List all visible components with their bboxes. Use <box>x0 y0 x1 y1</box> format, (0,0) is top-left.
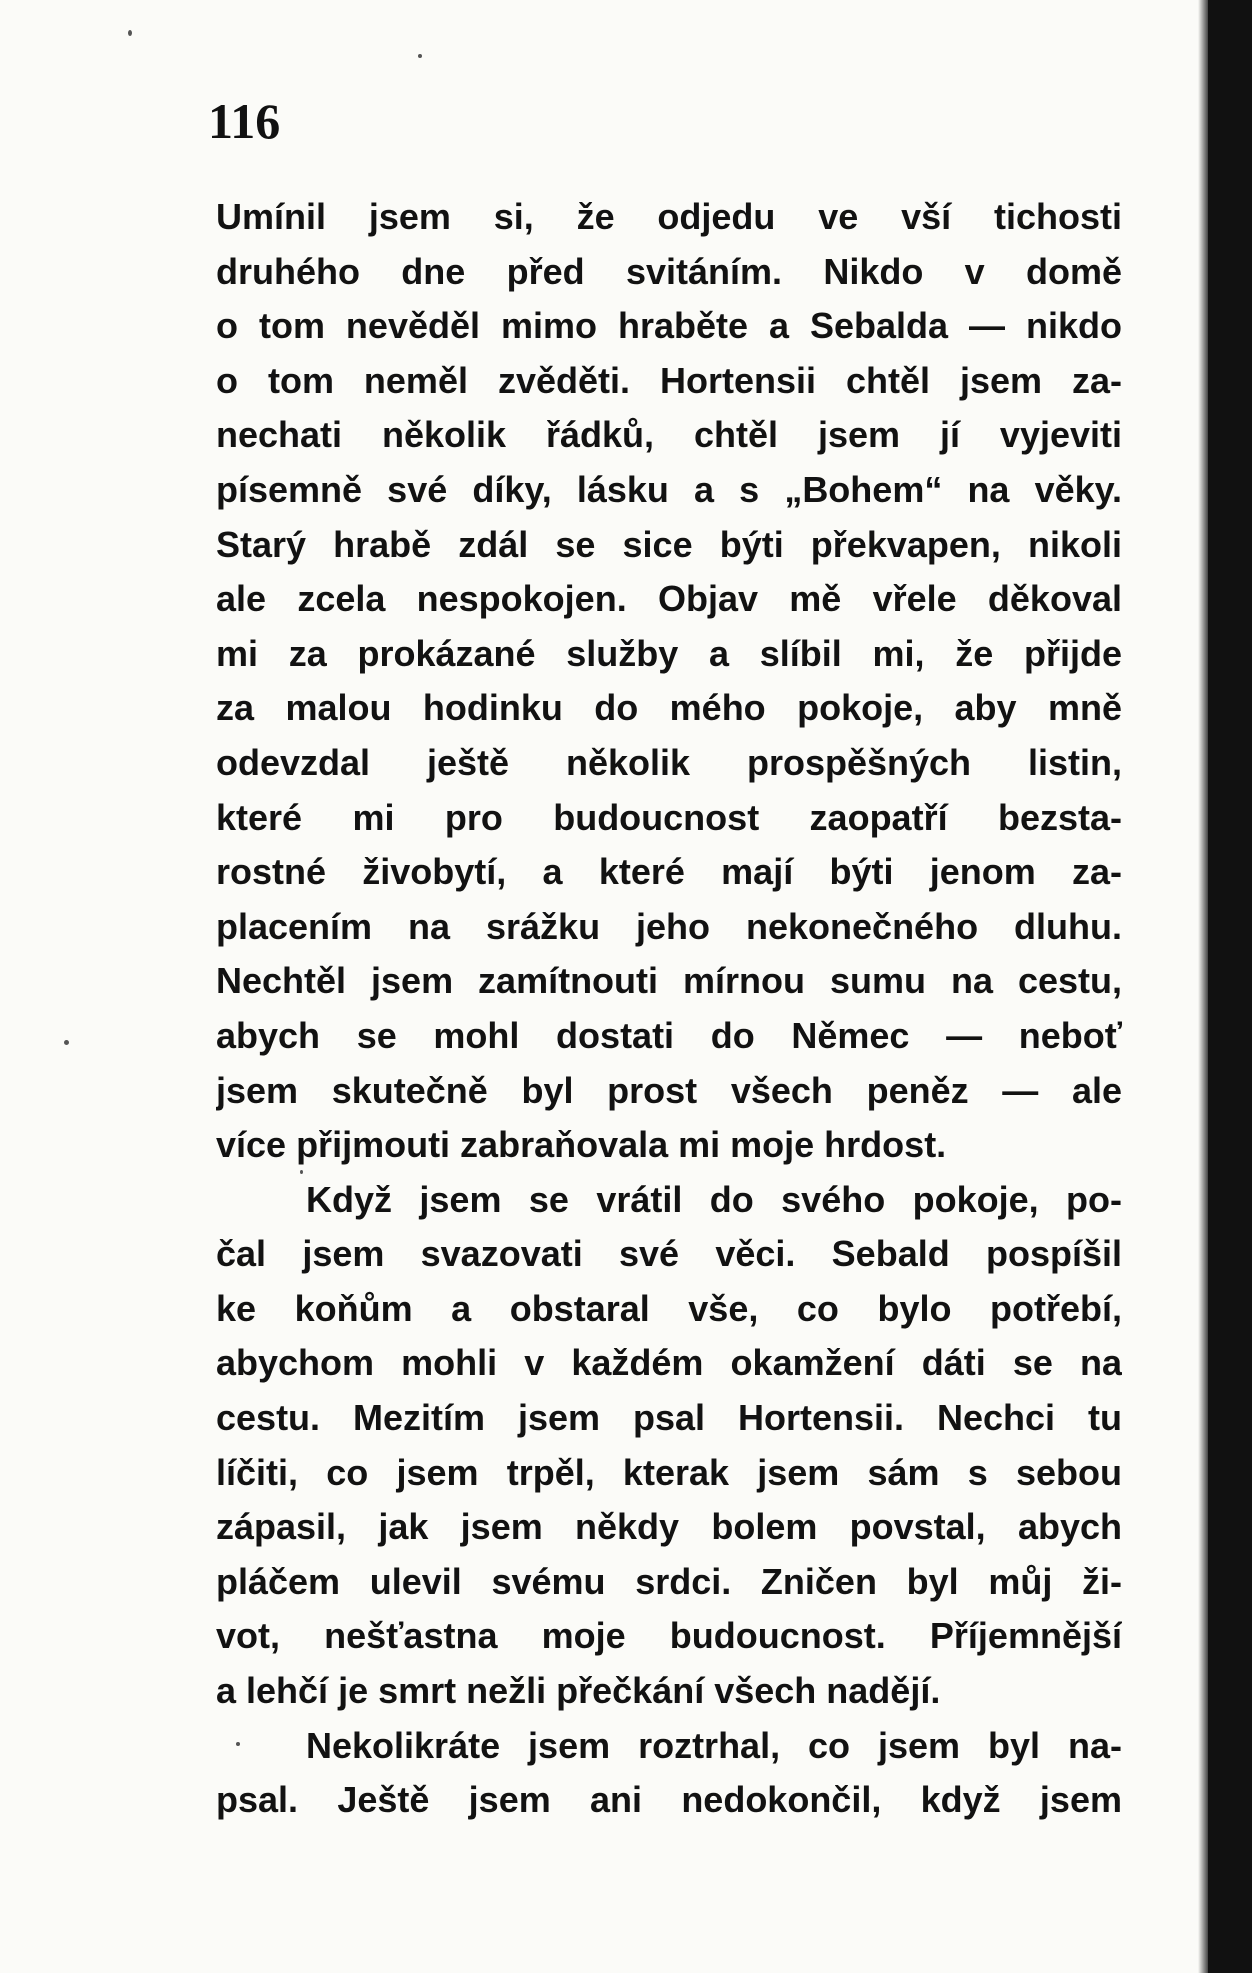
scan-speck <box>128 30 132 36</box>
text-line: Nechtěl jsem zamítnouti mírnou sumu na cestu, <box>216 960 1122 1002</box>
page-shadow <box>1198 0 1208 1973</box>
text-line: psal. Ještě jsem ani nedokončil, když jsem <box>216 1779 1122 1821</box>
text-line: jsem skutečně byl prost všech peněz — ale <box>216 1069 1122 1111</box>
text-line: Nekolikráte jsem roztrhal, co jsem byl na- <box>306 1724 1122 1766</box>
paragraph <box>216 190 1122 1173</box>
text-line: Starý hrabě zdál se sice býti překvapen, nikoli <box>216 523 1122 565</box>
text-line: zápasil, jak jsem někdy bolem povstal, abych <box>216 1506 1122 1548</box>
text-line: o tom neměl zvěděti. Hortensii chtěl jsem za- <box>216 359 1122 401</box>
text-line: a lehčí je smrt nežli přečkání všech nadějí. <box>216 1670 941 1712</box>
scan-speck <box>64 1040 69 1045</box>
text-line: druhého dne před svitáním. Nikdo v domě <box>216 250 1122 292</box>
text-line: abych se mohl dostati do Němec — neboť <box>216 1014 1122 1056</box>
text-line: o tom nevěděl mimo hraběte a Sebalda — nikdo <box>216 305 1122 347</box>
scan-speck <box>418 54 422 58</box>
text-line: odevzdal ještě několik prospěšných listin, <box>216 741 1122 783</box>
paragraph <box>216 1173 1122 1719</box>
page-number: 116 <box>208 93 281 149</box>
text-line: cestu. Mezitím jsem psal Hortensii. Nechci tu <box>216 1397 1122 1439</box>
paragraph <box>216 1719 1122 1828</box>
text-line: které mi pro budoucnost zaopatří bezsta- <box>216 796 1122 838</box>
text-line: nechati několik řádků, chtěl jsem jí vyjeviti <box>216 414 1122 456</box>
body-text <box>216 190 1122 1828</box>
text-line: ale zcela nespokojen. Objav mě vřele děkoval <box>216 578 1122 620</box>
text-line: rostné živobytí, a které mají býti jenom za- <box>216 851 1122 893</box>
text-line: mi za prokázané služby a slíbil mi, že přijde <box>216 632 1122 674</box>
book-spine <box>1208 0 1252 1973</box>
text-line: ke koňům a obstaral vše, co bylo potřebí, <box>216 1287 1122 1329</box>
text-line: vot, nešťastna moje budoucnost. Příjemnější <box>216 1615 1122 1657</box>
text-line: Umínil jsem si, že odjedu ve vší tichosti <box>216 196 1122 237</box>
text-line: za malou hodinku do mého pokoje, aby mně <box>216 687 1122 729</box>
text-line: placením na srážku jeho nekonečného dluhu. <box>216 905 1122 947</box>
text-line: čal jsem svazovati své věci. Sebald pospíšil <box>216 1233 1122 1275</box>
text-line: abychom mohli v každém okamžení dáti se na <box>216 1342 1122 1384</box>
text-line: Když jsem se vrátil do svého pokoje, po- <box>306 1178 1122 1220</box>
text-line: více přijmouti zabraňovala mi moje hrdost. <box>216 1124 947 1166</box>
text-line: pláčem ulevil svému srdci. Zničen byl můj ži- <box>216 1560 1122 1602</box>
text-line: líčiti, co jsem trpěl, kterak jsem sám s sebou <box>216 1451 1122 1493</box>
text-line: písemně své díky, lásku a s „Bohem“ na věky. <box>216 468 1122 510</box>
